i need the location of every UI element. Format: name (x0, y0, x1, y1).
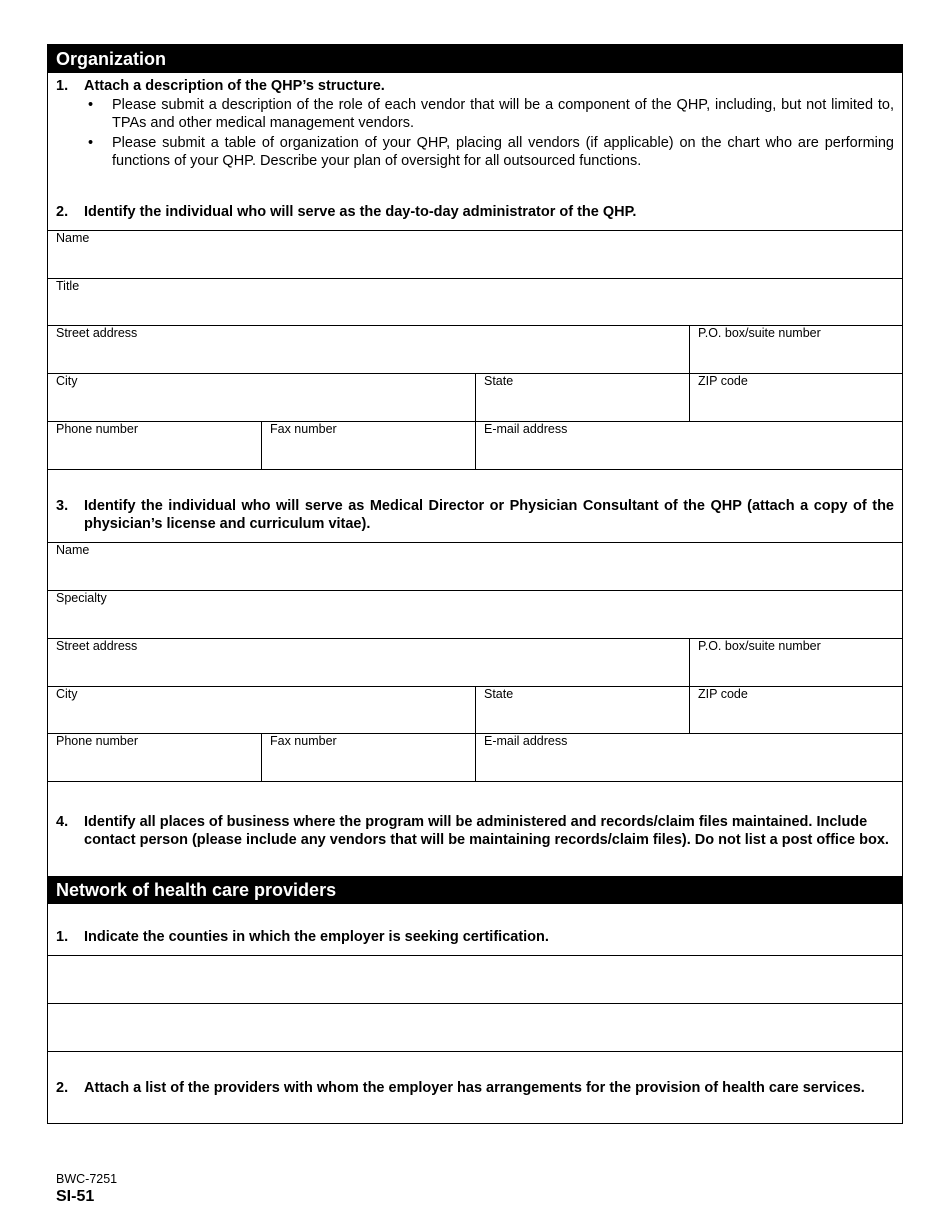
network-question-2-number: 2. (56, 1080, 69, 1096)
network-question-2 (56, 1079, 894, 1097)
question-4 (56, 813, 894, 849)
md-email-label: E-mail address (484, 734, 568, 748)
question-3-text: Identify the individual who will serve as Medical Director or Physician Consultant of the QHP (attach a copy of the physician’s license and curriculum vitae). (84, 498, 894, 532)
md-name-label: Name (56, 543, 90, 557)
md-zip-label: ZIP code (698, 687, 748, 701)
divider (48, 278, 902, 279)
network-question-1-number: 1. (56, 929, 69, 945)
question-2 (56, 203, 894, 221)
md-phone-label: Phone number (56, 734, 139, 748)
md-state-label: State (484, 687, 514, 701)
question-4-text: Identify all places of business where the program will be administered and records/claim files maintained. Include contact person (please include any vendors that will be maintaining records/claim files). Do not list a post office box. (84, 814, 889, 848)
bullet-1-text: Please submit a description of the role of each vendor that will be a component of the QHP, including, but not limited to, TPAs and other medical management vendors. (112, 97, 894, 131)
question-1-bullet-2 (84, 134, 894, 170)
divider (48, 781, 902, 782)
section-header-network: Network of health care providers (48, 876, 902, 904)
bullet-2-text: Please submit a table of organization of your QHP, placing all vendors (if applicable) on the chart who are performing functions of your QHP. Describe your plan of oversight for all outsourced functions. (112, 135, 894, 169)
form-frame (47, 44, 903, 1124)
divider (261, 421, 262, 469)
md-specialty-label: Specialty (56, 591, 107, 605)
question-3 (56, 497, 894, 533)
admin-name-label: Name (56, 231, 90, 245)
md-fax-label: Fax number (270, 734, 337, 748)
divider (261, 733, 262, 781)
question-1-text: Attach a description of the QHP’s structure. (84, 78, 385, 94)
question-1-number: 1. (56, 78, 69, 94)
question-1 (56, 77, 894, 95)
divider (48, 590, 902, 591)
admin-zip-label: ZIP code (698, 374, 748, 388)
network-question-1 (56, 928, 894, 946)
bullet-icon: • (88, 97, 94, 113)
admin-phone-label: Phone number (56, 422, 139, 436)
admin-city-label: City (56, 374, 78, 388)
divider (48, 230, 902, 231)
divider (48, 1003, 902, 1004)
divider (48, 542, 902, 543)
admin-fax-label: Fax number (270, 422, 337, 436)
admin-pobox-label: P.O. box/suite number (698, 326, 821, 340)
divider (48, 421, 902, 422)
admin-title-label: Title (56, 279, 80, 293)
section-header-organization: Organization (48, 45, 902, 73)
divider (48, 733, 902, 734)
bullet-icon: • (88, 135, 94, 151)
md-city-label: City (56, 687, 78, 701)
admin-street-label: Street address (56, 326, 138, 340)
md-street-label: Street address (56, 639, 138, 653)
network-question-1-text: Indicate the counties in which the employer is seeking certification. (84, 929, 549, 945)
divider (48, 955, 902, 956)
divider (48, 469, 902, 470)
network-question-2-text: Attach a list of the providers with whom the employer has arrangements for the provision of health care services. (84, 1080, 865, 1096)
admin-email-label: E-mail address (484, 422, 568, 436)
admin-state-label: State (484, 374, 514, 388)
divider (48, 1051, 902, 1052)
form-number: SI-51 (56, 1188, 95, 1205)
question-3-number: 3. (56, 498, 69, 514)
question-2-text: Identify the individual who will serve as the day-to-day administrator of the QHP. (84, 204, 637, 220)
question-4-number: 4. (56, 814, 69, 830)
question-1-bullet-1 (84, 96, 894, 132)
form-code: BWC-7251 (56, 1172, 118, 1186)
md-pobox-label: P.O. box/suite number (698, 639, 821, 653)
question-2-number: 2. (56, 204, 69, 220)
